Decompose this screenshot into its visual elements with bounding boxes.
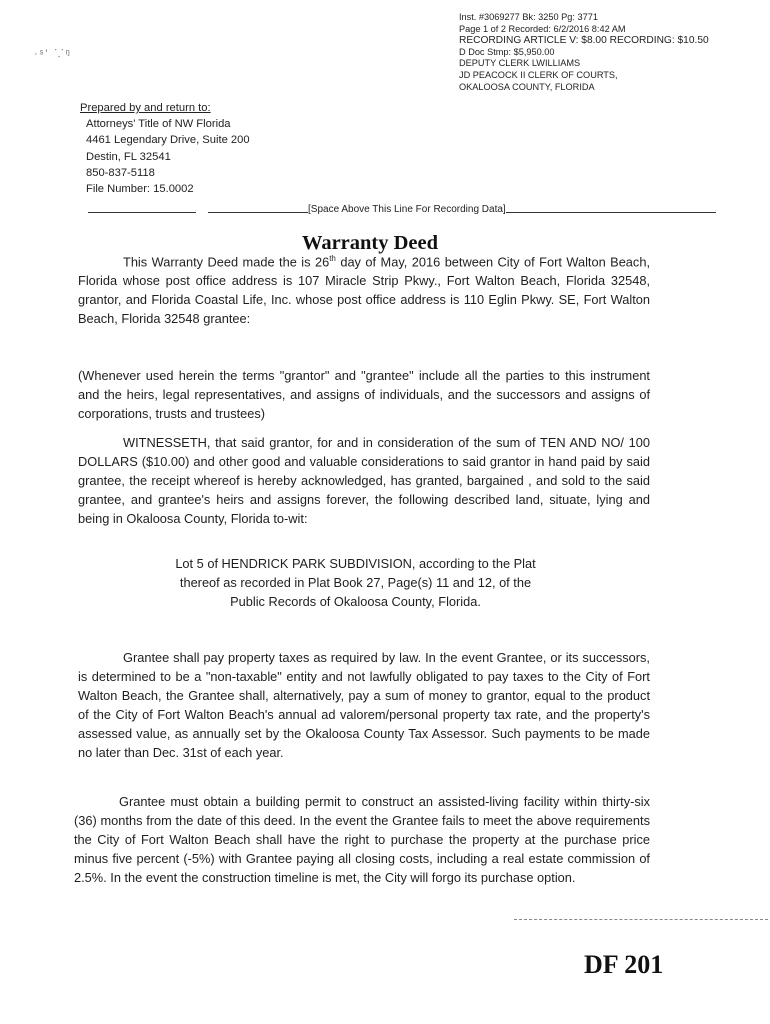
- prepared-by-street: 4461 Legendary Drive, Suite 200: [86, 134, 250, 147]
- divider-rule-right: [506, 212, 716, 213]
- recording-line-4: D Doc Stmp: $5,950.00: [459, 46, 555, 57]
- divider-rule-left: [88, 212, 196, 213]
- prepared-by-city: Destin, FL 32541: [86, 150, 171, 163]
- handwritten-mark: ·ˢ' ⸪ᵑ: [34, 48, 72, 60]
- prepared-by-file-number: File Number: 15.0002: [86, 183, 194, 196]
- prepared-by-phone: 850-837-5118: [86, 166, 155, 179]
- recording-line-2: Page 1 of 2 Recorded: 6/2/2016 8:42 AM: [459, 23, 626, 34]
- recording-line-7: OKALOOSA COUNTY, FLORIDA: [459, 81, 595, 92]
- parties-paragraph: [78, 249, 650, 328]
- recording-stamp: [459, 12, 759, 93]
- parties-text-end: day of May, 2016 between City of Fort Walton Beach, Florida whose post office address is 107 Miracle Strip Pkwy., Fort Walton Beach, Florida 32548, grantor, and Florida Coastal Life, Inc. whose post office address is 110 Eglin Pkwy. SE, Fort Walton Beach, Florida 32548 grantee:: [78, 254, 650, 327]
- footer-dashed-rule: [514, 919, 768, 920]
- recording-line-3: RECORDING ARTICLE V: $8.00 RECORDING: $10.50: [459, 35, 709, 47]
- document-title: Warranty Deed: [301, 232, 439, 254]
- property-tax-paragraph: Grantee shall pay property taxes as required by law. In the event Grantee, or its successors, is determined to be a "non-taxable" entity and not lawfully obligated to pay taxes to the City of Fort Walton Beach, the Grantee shall, alternatively, pay a sum of money to grantor, equal to the product of the City of Fort Walton Beach's annual ad valorem/personal property tax rate, and the property's assessed value, as annually set by the Okaloosa County Tax Assessor. Such payments to be made no later than Dec. 31st of each year.: [78, 650, 650, 760]
- building-permit-paragraph: Grantee must obtain a building permit to construct an assisted-living facility within thirty-six (36) months from the date of this deed. In the event the Grantee fails to meet the above requirements the City of Fort Walton Beach shall have the right to purchase the property at the purchase price minus five percent (-5%) with Grantee paying all closing costs, including a real estate commission of 2.5%. In the event the construction timeline is met, the City will forgo its purchase option.: [74, 794, 650, 885]
- divider-rule-middle: [208, 212, 308, 213]
- space-above-label: [Space Above This Line For Recording Data]: [308, 204, 506, 215]
- recording-line-6: JD PEACOCK II CLERK OF COURTS,: [459, 69, 618, 80]
- legal-description: Lot 5 of HENDRICK PARK SUBDIVISION, according to the Plat thereof as recorded in Plat Book 27, Page(s) 11 and 12, of the Public Records of Okaloosa County, Florida.: [175, 556, 536, 609]
- form-identifier: DF 201: [584, 950, 664, 979]
- prepared-by-company: Attorneys' Title of NW Florida: [86, 118, 231, 131]
- date-ordinal: th: [329, 254, 336, 263]
- recording-space-divider: [88, 204, 716, 215]
- recording-line-1: Inst. #3069277 Bk: 3250 Pg: 3771: [459, 12, 598, 22]
- witnesseth-paragraph: WITNESSETH, that said grantor, for and in consideration of the sum of TEN AND NO/ 100 DOLLARS ($10.00) and other good and valuable considerations to said grantor in hand paid by said grantee, the receipt whereof is hereby acknowledged, has granted, bargained , and sold to the said grantee, and grantee's heirs and assigns forever, the following described land, situate, lying and being in Okaloosa County, Florida to-wit:: [78, 435, 650, 526]
- recording-line-5: DEPUTY CLERK LWILLIAMS: [459, 58, 581, 69]
- prepared-by-block: [80, 100, 250, 197]
- parties-text-start: This Warranty Deed made the is 26: [123, 254, 330, 270]
- definitions-paragraph: (Whenever used herein the terms "grantor" and "grantee" include all the parties to this instrument and the heirs, legal representatives, and assigns of individuals, and the successors and assigns of corporations, trusts and trustees): [78, 368, 650, 421]
- prepared-by-heading: Prepared by and return to:: [80, 102, 211, 114]
